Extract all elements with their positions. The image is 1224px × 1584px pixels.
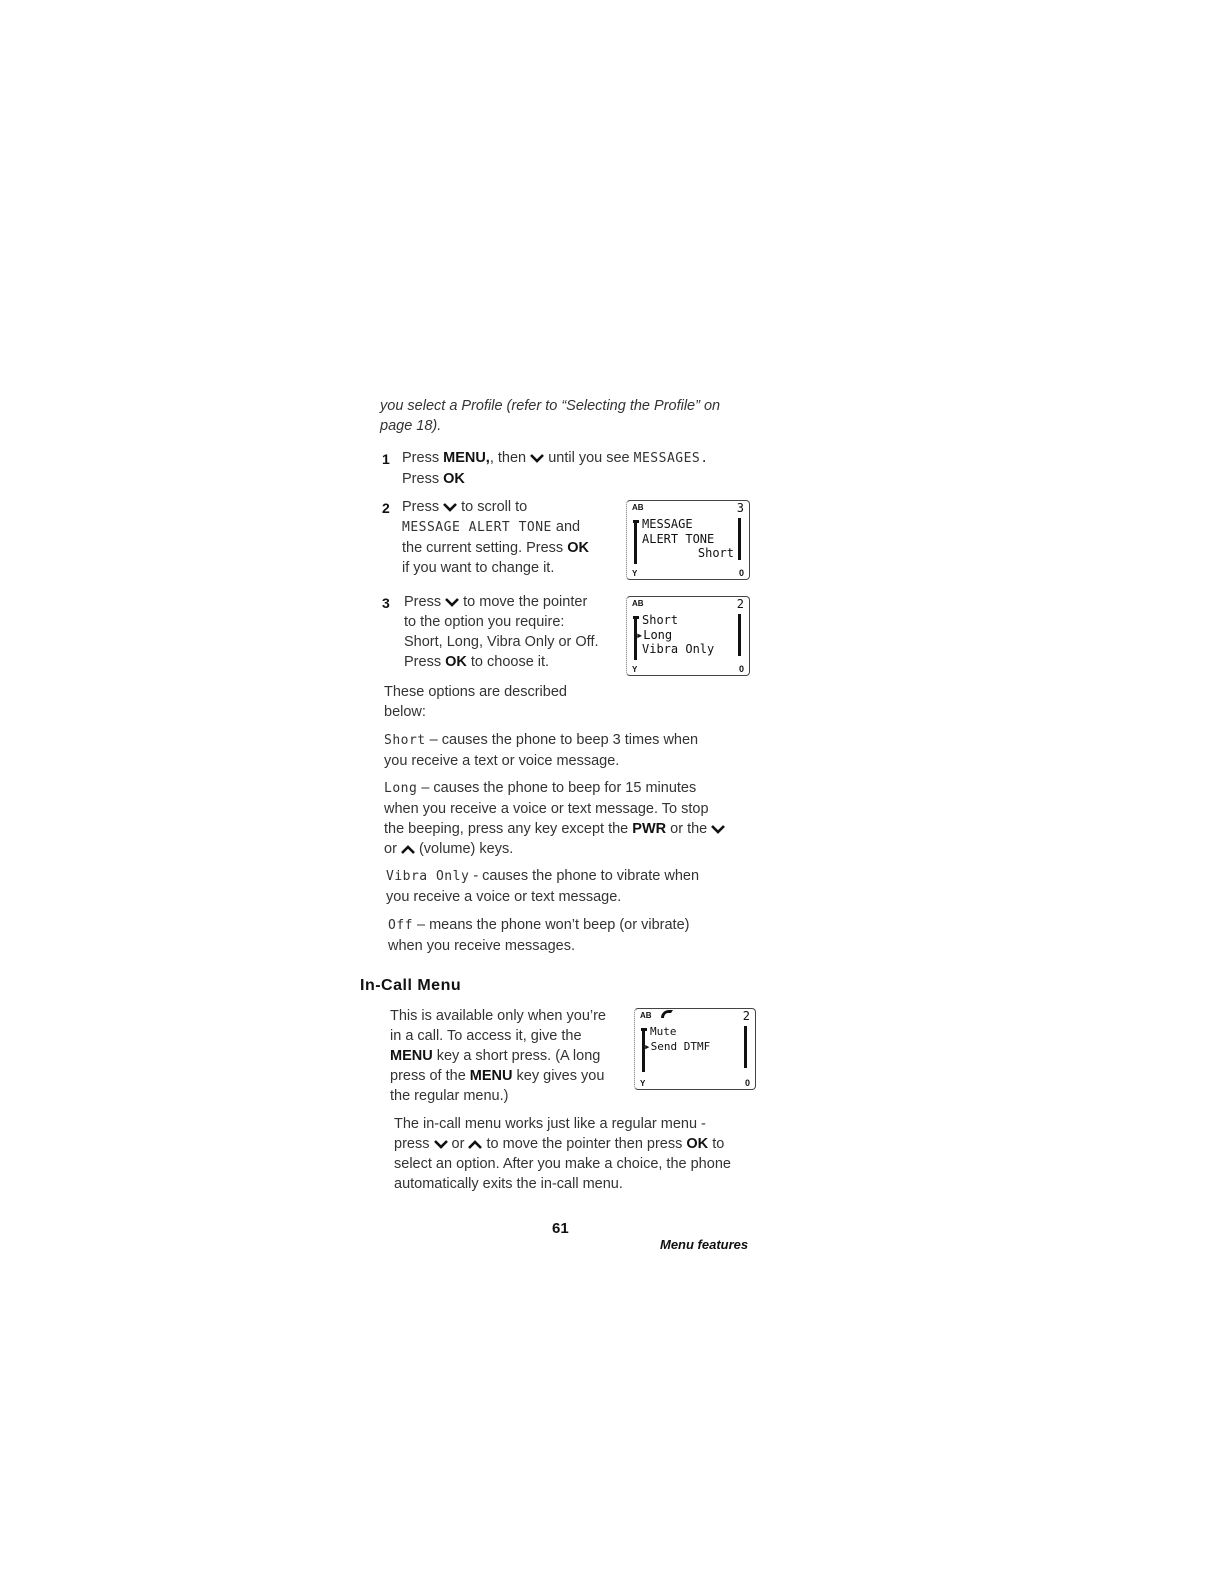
section-heading: In-Call Menu — [360, 977, 462, 994]
lcd-ab-label: AB — [632, 503, 644, 512]
chevron-down-icon — [445, 598, 459, 607]
antenna-indicator: Y — [632, 665, 638, 674]
antenna-indicator: Y — [640, 1079, 646, 1088]
lcd-line: ALERT TONE — [642, 531, 715, 546]
lcd-line: Vibra Only — [642, 642, 715, 656]
lcd-ab-label: AB — [632, 599, 644, 608]
chevron-up-icon — [401, 845, 415, 854]
options-intro: These options are described below: — [384, 684, 567, 720]
option-term: Off — [388, 918, 413, 933]
lcd-line: Mute — [650, 1025, 677, 1038]
option-short: Short – causes the phone to beep 3 times when you receive a text or voice message. — [384, 732, 699, 769]
lcd-alert-options — [626, 596, 750, 676]
lcd-ab-label: AB — [640, 1011, 652, 1020]
battery-indicator: 0 — [738, 664, 744, 674]
step-1-text: Press MENU,, then until you see MESSAGES. Press OK — [402, 450, 709, 487]
lcd-message-alert-tone — [626, 500, 750, 580]
running-footer: Menu features — [660, 1237, 749, 1252]
battery-bar — [738, 518, 741, 560]
lcd-line-selected: ▸Long — [636, 627, 673, 642]
intro-line-2: page 18). — [380, 418, 442, 434]
option-off: Off – means the phone won’t beep (or vibrate) when you receive messages. — [388, 917, 690, 954]
page-number: 61 — [552, 1220, 569, 1237]
chevron-down-icon — [443, 503, 457, 512]
option-term: Long — [384, 781, 418, 796]
step-3-number: 3 — [382, 595, 390, 611]
lcd-lines — [642, 517, 734, 561]
antenna-indicator: Y — [632, 569, 638, 578]
lcd-lines — [644, 1025, 740, 1054]
step-3-text: Press to move the pointer to the option you require: Short, Long, Vibra Only or Off. Press OK to choose it. — [404, 594, 599, 670]
signal-level: 3 — [736, 501, 744, 515]
chevron-down-icon — [434, 1140, 448, 1149]
signal-level: 2 — [742, 1009, 750, 1023]
chevron-down-icon — [711, 825, 725, 834]
lcd-line: Short — [642, 613, 679, 627]
option-term: Vibra Only — [386, 869, 470, 884]
lcd-lines — [636, 613, 734, 657]
step-2-number: 2 — [382, 500, 390, 516]
chevron-down-icon — [530, 454, 544, 463]
option-vibra-only: Vibra Only - causes the phone to vibrate when you receive a voice or text message. — [386, 868, 700, 905]
step-1-number: 1 — [382, 451, 390, 467]
incall-description: This is available only when you’re in a call. To access it, give the MENU key a short press. (A long press of the MENU key gives you the regular menu.) — [390, 1008, 606, 1104]
intro-line-1: you select a Profile (refer to “Selecting the Profile” on — [380, 398, 721, 414]
chevron-up-icon — [468, 1140, 482, 1149]
intro-text — [380, 396, 760, 436]
option-long: Long – causes the phone to beep for 15 minutes when you receive a voice or text message. To stop the beeping, press any key except the PWR or the or (volume) keys. — [384, 778, 764, 859]
signal-level: 2 — [736, 597, 744, 611]
battery-indicator: 0 — [738, 568, 744, 578]
handset-icon — [660, 1009, 674, 1019]
option-term: Short — [384, 733, 426, 748]
battery-bar — [744, 1026, 747, 1068]
lcd-line-selected: ▸Send DTMF — [644, 1039, 711, 1053]
battery-indicator: 0 — [744, 1078, 750, 1088]
lcd-line: Short — [697, 546, 734, 560]
step-2-text: Press to scroll to MESSAGE ALERT TONE and the current setting. Press OK if you want to change it. — [402, 499, 589, 576]
incall-paragraph: The in-call menu works just like a regular menu - press or to move the pointer then press OK to select an option. After you make a choice, the phone automatically exits the in-call menu. — [394, 1116, 731, 1192]
lcd-in-call-menu — [634, 1008, 756, 1090]
signal-bar — [634, 520, 637, 564]
battery-bar — [738, 614, 741, 656]
lcd-line: MESSAGE — [642, 517, 693, 531]
